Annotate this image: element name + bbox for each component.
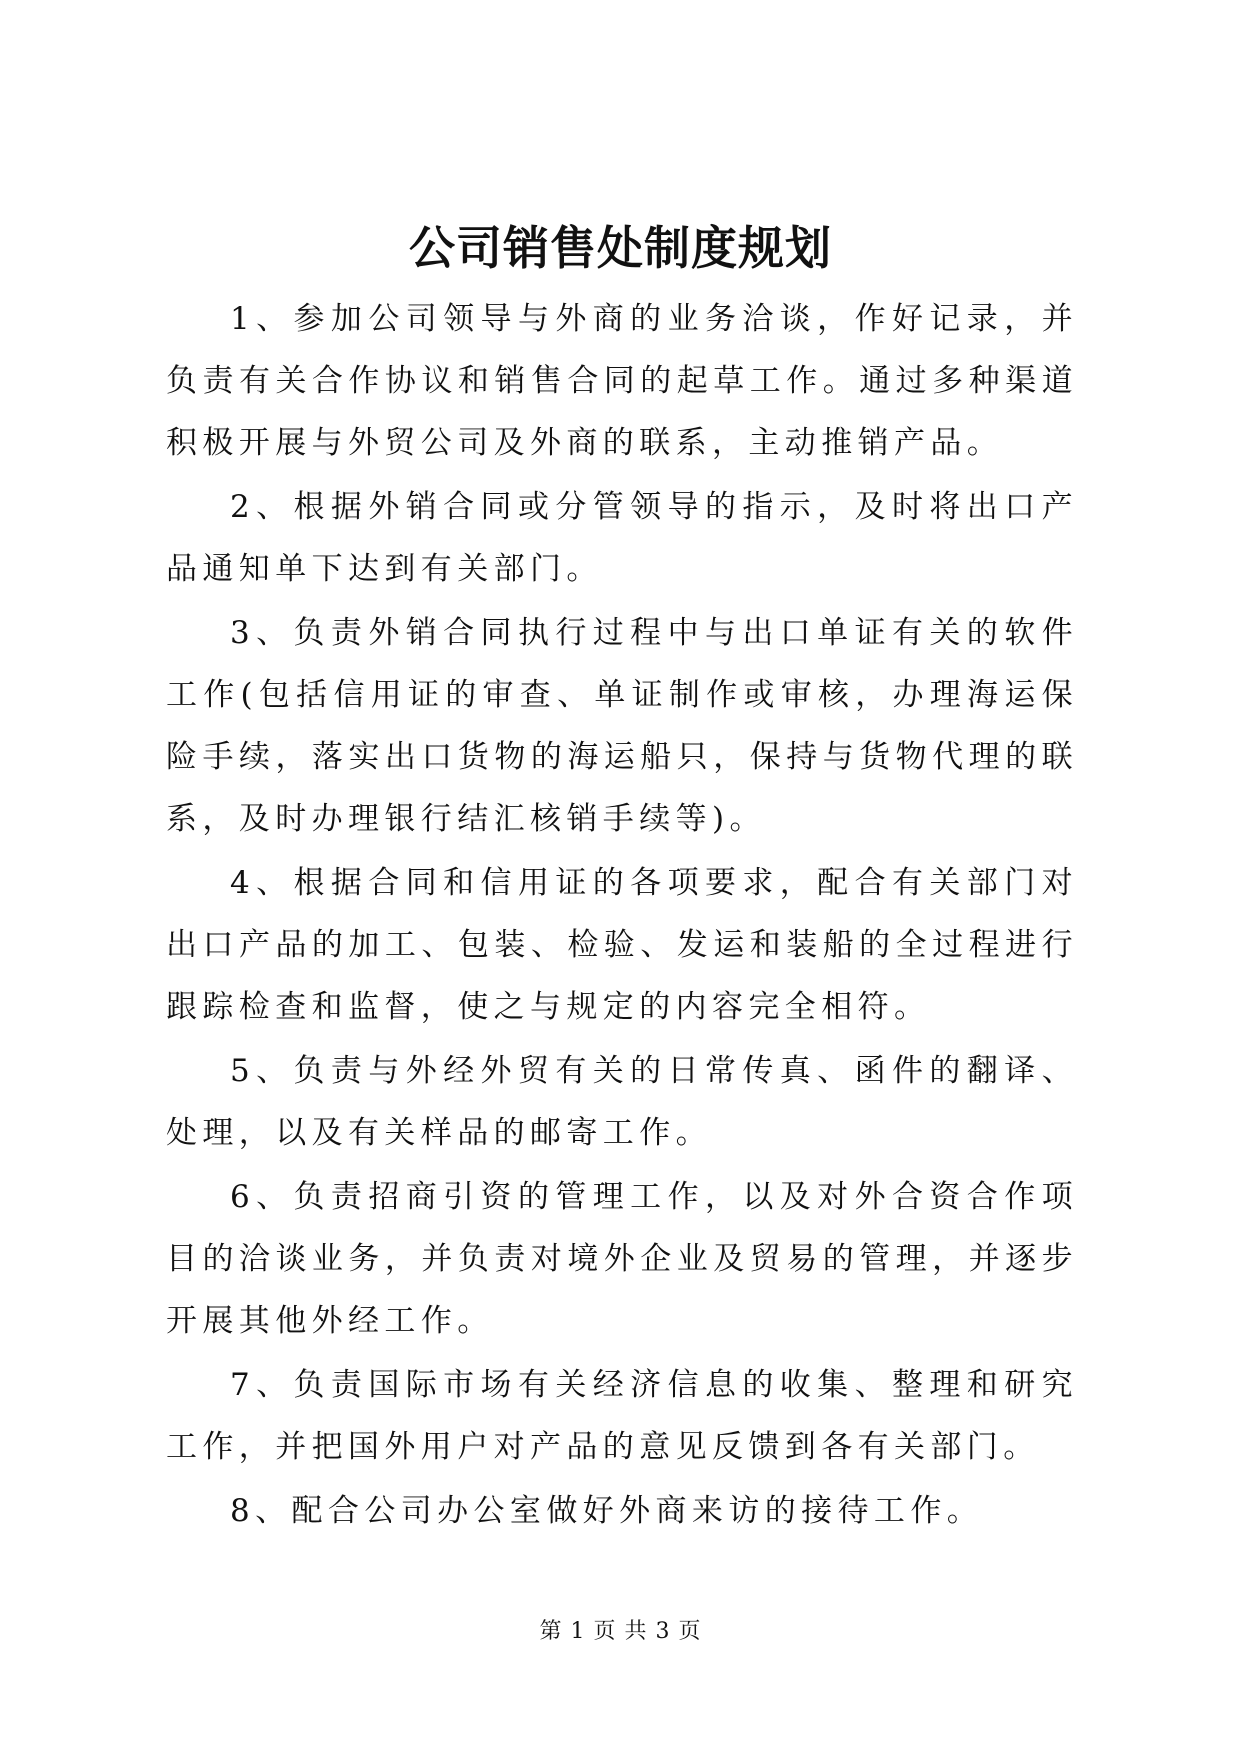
paragraph-5: 5、负责与外经外贸有关的日常传真、函件的翻译、处理，以及有关样品的邮寄工作。 xyxy=(166,1053,1078,1151)
paragraph-2: 2、根据外销合同或分管领导的指示，及时将出口产品通知单下达到有关部门。 xyxy=(166,489,1078,587)
paragraph-7: 7、负责国际市场有关经济信息的收集、整理和研究工作，并把国外用户对产品的意见反馈到各有关部门。 xyxy=(166,1367,1078,1465)
paragraph-4: 4、根据合同和信用证的各项要求，配合有关部门对出口产品的加工、包装、检验、发运和装船的全过程进行跟踪检查和监督，使之与规定的内容完全相符。 xyxy=(166,865,1078,1025)
paragraph-1: 1、参加公司领导与外商的业务洽谈，作好记录，并负责有关合作协议和销售合同的起草工作。通过多种渠道积极开展与外贸公司及外商的联系，主动推销产品。 xyxy=(166,301,1078,461)
paragraph-8: 8、配合公司办公室做好外商来访的接待工作。 xyxy=(230,1493,984,1529)
paragraph-6: 6、负责招商引资的管理工作，以及对外合资合作项目的洽谈业务，并负责对境外企业及贸易的管理，并逐步开展其他外经工作。 xyxy=(166,1179,1078,1339)
document-body xyxy=(166,288,1078,1544)
page-footer: 第 1 页 共 3 页 xyxy=(539,1619,702,1644)
paragraph-3: 3、负责外销合同执行过程中与出口单证有关的软件工作(包括信用证的审查、单证制作或审核，办理海运保险手续，落实出口货物的海运船只，保持与货物代理的联系，及时办理银行结汇核销手续等)。 xyxy=(166,615,1078,837)
page-title: 公司销售处制度规划 xyxy=(409,221,832,275)
